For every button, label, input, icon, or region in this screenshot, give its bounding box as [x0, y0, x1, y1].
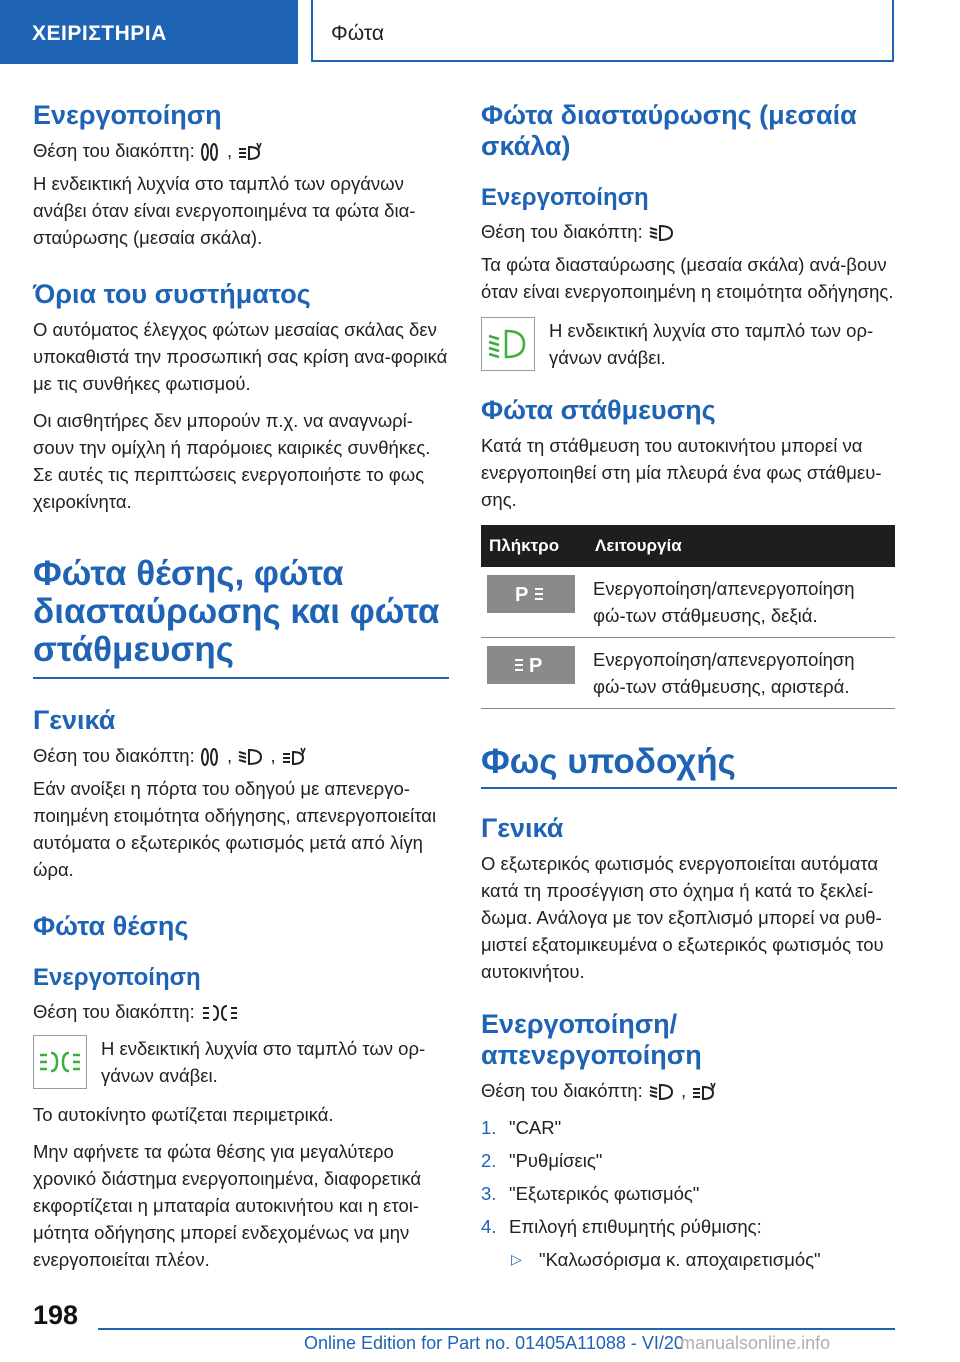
- parking-light-icon: [200, 1002, 240, 1024]
- steps-list: [481, 1114, 897, 1240]
- indicator-text: Η ενδεικτική λυχνία στο ταμπλό των οργάνων ανάβει όταν είναι ενεργοποιημένα τα φώτα δια-σταύρωσης (μεσαία σκάλα).: [33, 173, 416, 248]
- footer-rule: [98, 1328, 895, 1330]
- subheading-activation: Ενεργοποίηση: [481, 184, 649, 211]
- low-beam-paragraph: Τα φώτα διασταύρωσης (μεσαία σκάλα) ανά-βουν όταν είναι ενεργοποιημένη η ετοιμότητα οδήγησης.: [481, 254, 894, 302]
- table-row: [481, 567, 895, 638]
- parking-right-button-icon: [487, 575, 575, 613]
- limits-paragraph-2: Οι αισθητήρες δεν μπορούν π.χ. να αναγνωρί-σουν την ομίχλη ή παρόμοιες καιρικές συνθήκες. Σε αυτές τις περιπτώσεις ενεργοποιήστε το φως χειροκίνητα.: [33, 410, 431, 512]
- heading-system-limits: Όρια του συστήματος: [33, 279, 311, 309]
- triangle-bullet-icon: ▷: [511, 1251, 522, 1267]
- low-beam-indicator-row: [481, 317, 897, 371]
- parking-lights-table: [481, 525, 895, 709]
- auto-headlight-icon: [281, 746, 309, 768]
- position-switch-line: Θέση του διακόπτη:: [33, 998, 449, 1025]
- footer-edition: Online Edition for Part no. 01405A11088 - VI/20: [304, 1333, 684, 1353]
- welcome-paragraph: Ο εξωτερικός φωτισμός ενεργοποιείται αυτόματα κατά τη προσέγγιση στο όχημα ή κατά το ξεκλεί-δωμα. Ανάλογα με τον εξοπλισμό μπορεί να ρυθ-μιστεί εξατομικευμένα ο εξωτερικός φωτισμός του αυτοκινήτου.: [481, 853, 884, 982]
- limits-paragraph-1: Ο αυτόματος έλεγχος φώτων μεσαίας σκάλας δεν υποκαθιστά την προσωπική σας κρίση ανα-φορικά με τις συνθήκες φωτισμού.: [33, 319, 448, 394]
- footer-watermark: manualsonline.info: [680, 1333, 831, 1353]
- switch-zero-icon: [200, 141, 222, 163]
- chapter-tab: [0, 0, 298, 64]
- position-indicator-text: Η ενδεικτική λυχνία στο ταμπλό των ορ-γάνων ανάβει.: [101, 1038, 426, 1086]
- table-header-row: [481, 525, 895, 567]
- section-tab: [311, 0, 894, 62]
- on-off-switch-line: Θέση του διακόπτη: ,: [481, 1077, 897, 1104]
- position-paragraph-1: Το αυτοκίνητο φωτίζεται περιμετρικά.: [33, 1104, 334, 1125]
- page-number: 198: [33, 1300, 79, 1330]
- list-item: 2. "Ρυθμίσεις": [481, 1150, 603, 1171]
- table-cell-function: Ενεργοποίηση/απενεργοποίηση φώ-των στάθμευσης, δεξιά.: [587, 567, 895, 638]
- table-row: [481, 638, 895, 709]
- right-column: [481, 100, 897, 1273]
- position-indicator-row: [33, 1035, 449, 1089]
- table-header-key: Πλήκτρο: [481, 525, 587, 567]
- left-column: [33, 100, 449, 1273]
- auto-headlight-icon: [237, 141, 265, 163]
- section-title: Φώτα: [331, 22, 384, 45]
- subheading-activation: Ενεργοποίηση: [33, 964, 201, 991]
- svg-text:P: P: [515, 584, 529, 606]
- general-switch-line: Θέση του διακόπτη: , ,: [33, 742, 449, 769]
- svg-text:P: P: [529, 655, 543, 677]
- switch-zero-icon: [200, 746, 222, 768]
- heading-welcome-light: Φως υποδοχής: [481, 742, 736, 781]
- low-beam-switch-line: Θέση του διακόπτη:: [481, 218, 897, 245]
- switch-position-line: Θέση του διακόπτη: ,: [33, 137, 449, 164]
- heading-position-lights: Φώτα θέσης: [33, 911, 189, 941]
- sub-step: ▷ "Καλωσόρισμα κ. αποχαιρετισμός": [481, 1246, 897, 1273]
- heading-low-beam: Φώτα διασταύρωσης (μεσαία σκάλα): [481, 100, 857, 161]
- parking-paragraph: Κατά τη στάθμευση του αυτοκινήτου μπορεί να ενεργοποιηθεί στη μία πλευρά ένα φως στάθμευ-σης.: [481, 435, 882, 510]
- low-beam-indicator-text: Η ενδεικτική λυχνία στο ταμπλό των ορ-γάνων ανάβει.: [549, 320, 874, 368]
- table-header-function: Λειτουργία: [587, 525, 895, 567]
- low-beam-icon: [648, 222, 676, 244]
- auto-headlight-icon: [691, 1081, 719, 1103]
- chapter-heading-block: [33, 555, 449, 679]
- table-cell-function: Ενεργοποίηση/απενεργοποίηση φώ-των στάθμευσης, αριστερά.: [587, 638, 895, 709]
- heading-on-off: Ενεργοποίηση/απενεργοποίηση: [481, 1009, 702, 1070]
- welcome-heading-block: [481, 743, 897, 789]
- green-low-beam-icon: [481, 317, 535, 371]
- low-beam-icon: [237, 746, 265, 768]
- list-item: 1. "CAR": [481, 1117, 562, 1138]
- heading-general: Γενικά: [481, 813, 564, 843]
- heading-activation: Ενεργοποίηση: [33, 100, 222, 130]
- chapter-heading: Φώτα θέσης, φώτα διασταύρωσης και φώτα στάθμευσης: [33, 554, 440, 669]
- low-beam-icon: [648, 1081, 676, 1103]
- parking-left-button-icon: [487, 646, 575, 684]
- chapter-title: ΧΕΙΡΙΣΤΗΡΙΑ: [32, 22, 167, 45]
- position-paragraph-2: Μην αφήνετε τα φώτα θέσης για μεγαλύτερο χρονικό διάστημα ενεργοποιημένα, διαφορετικά εκφορτίζεται η μπαταρία αυτοκινήτου και η ετοι-μότητα οδήγησης μπορεί ενδεχομένως να μην ενεργοποιείται πλέον.: [33, 1141, 422, 1270]
- heading-parking-lights: Φώτα στάθμευσης: [481, 395, 716, 425]
- heading-general: Γενικά: [33, 705, 116, 735]
- list-item: 4. Επιλογή επιθυμητής ρύθμισης:: [481, 1216, 762, 1237]
- list-item: 3. "Εξωτερικός φωτισμός": [481, 1183, 700, 1204]
- general-paragraph: Εάν ανοίξει η πόρτα του οδηγού με απενεργο-ποιημένη ετοιμότητα οδήγησης, απενεργοποιείται αυτόματα ο εξωτερικός φωτισμός μετά από λίγη ώρα.: [33, 778, 437, 880]
- green-parking-lamp-icon: [33, 1035, 87, 1089]
